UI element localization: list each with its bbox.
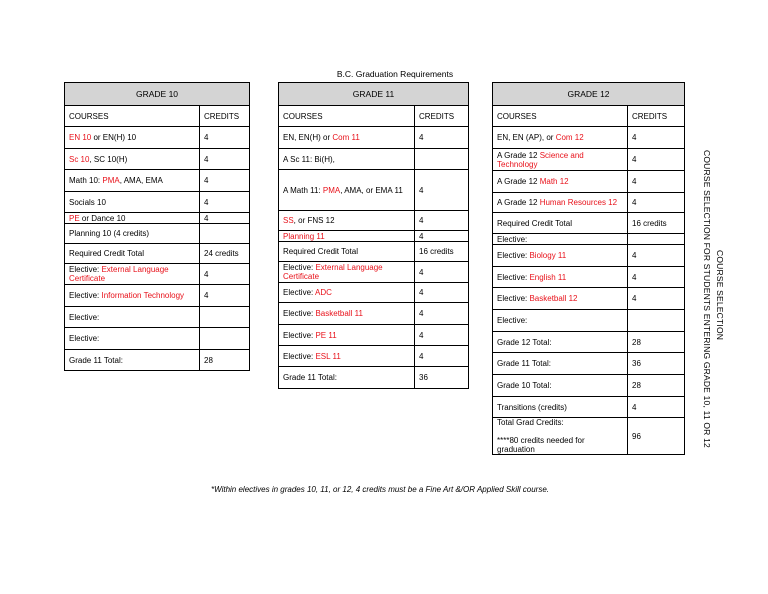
credits-cell	[628, 234, 685, 245]
table-row	[65, 264, 250, 285]
credits-cell: 24 credits	[200, 244, 250, 264]
course-text: Elective:	[283, 330, 316, 340]
course-text: Elective:	[497, 251, 530, 260]
course-cell	[493, 353, 628, 375]
course-text: EN 10	[69, 133, 92, 142]
credits-cell: 4	[415, 170, 469, 211]
credits-cell: 4	[415, 325, 469, 346]
course-text: PE 11	[315, 330, 337, 340]
course-text: Required Credit Total	[283, 247, 359, 256]
grade-10-table	[64, 82, 250, 371]
credits-cell: 4	[415, 346, 469, 367]
course-cell	[279, 367, 415, 389]
course-cell	[493, 418, 628, 455]
course-cell	[65, 170, 200, 192]
table-row	[493, 213, 685, 234]
credits-cell: 96	[628, 418, 685, 455]
course-cell	[279, 242, 415, 262]
course-text: or Dance 10	[79, 213, 126, 223]
table-row	[65, 213, 250, 224]
table-row	[65, 192, 250, 213]
credits-cell: 4	[415, 303, 469, 325]
course-text: , AMA, or EMA 11	[340, 185, 403, 195]
course-cell	[493, 234, 628, 245]
course-text: , AMA, EMA	[119, 176, 163, 185]
table-row	[65, 350, 250, 371]
course-text: Elective:	[283, 351, 316, 361]
course-text: ESL 11	[315, 351, 341, 361]
credits-cell: 28	[200, 350, 250, 371]
course-text: Planning 11	[283, 231, 325, 241]
credits-cell: 4	[415, 262, 469, 283]
course-text: Basketball 12	[529, 294, 578, 303]
course-cell	[493, 245, 628, 267]
table-row	[279, 242, 469, 262]
table-row	[493, 375, 685, 397]
course-text: Elective:	[283, 263, 316, 272]
credits-cell: 4	[200, 264, 250, 285]
course-text: Basketball 11	[315, 309, 363, 318]
credits-cell	[200, 224, 250, 244]
course-text: Math 10:	[69, 176, 103, 185]
course-text: Socials 10	[69, 197, 106, 207]
course-cell	[65, 192, 200, 213]
courses-column-header: COURSES	[65, 106, 200, 127]
table-row	[279, 262, 469, 283]
course-cell	[279, 303, 415, 325]
course-text: Com 11	[332, 133, 360, 142]
course-cell	[279, 170, 415, 211]
credits-cell: 4	[628, 193, 685, 213]
table-row	[493, 193, 685, 213]
course-text: ADC	[315, 288, 332, 297]
course-text: A Sc 11: Bi(H),	[283, 154, 335, 164]
table-row	[493, 149, 685, 171]
table-row	[65, 244, 250, 264]
course-text: Grade 12 Total:	[497, 337, 552, 347]
credits-cell: 16 credits	[415, 242, 469, 262]
table-row	[493, 288, 685, 310]
credits-cell: 36	[415, 367, 469, 389]
footnote: *Within electives in grades 10, 11, or 12, 4 credits must be a Fine Art &/OR Applied Skill course.	[210, 485, 549, 494]
course-cell	[65, 213, 200, 224]
table-row	[493, 418, 685, 455]
course-cell	[493, 397, 628, 418]
courses-column-header: COURSES	[493, 106, 628, 127]
course-text: A Math 11:	[283, 185, 323, 195]
course-text: Grade 11 Total:	[69, 355, 123, 365]
credits-cell: 16 credits	[628, 213, 685, 234]
credits-cell	[415, 149, 469, 170]
course-text: Sc 10	[69, 154, 90, 164]
course-text: Com 12	[555, 133, 584, 142]
course-text: A Grade 12	[497, 177, 540, 186]
course-cell	[65, 127, 200, 149]
course-text: ****80 credits needed for graduation	[497, 436, 585, 454]
credits-cell: 4	[628, 149, 685, 171]
table-row	[65, 224, 250, 244]
course-cell	[493, 193, 628, 213]
credits-cell: 28	[628, 375, 685, 397]
table-row	[279, 127, 469, 149]
table-row	[493, 267, 685, 288]
table-row	[279, 231, 469, 242]
course-cell	[493, 149, 628, 171]
credits-cell: 4	[200, 192, 250, 213]
table-row	[65, 127, 250, 149]
course-text: Human Resources 12	[539, 198, 618, 207]
course-text: EN, EN(H) or	[283, 133, 333, 142]
table-row	[493, 353, 685, 375]
course-text: Elective:	[69, 265, 102, 274]
course-cell	[279, 211, 415, 231]
course-text: Elective:	[69, 312, 100, 322]
course-text: English 11	[529, 272, 567, 282]
course-cell	[279, 231, 415, 242]
table-row	[279, 367, 469, 389]
credits-cell: 28	[628, 332, 685, 353]
table-row	[65, 285, 250, 307]
grade-header: GRADE 10	[65, 83, 250, 106]
course-text: Elective:	[497, 272, 530, 282]
course-cell	[493, 171, 628, 193]
course-cell	[493, 267, 628, 288]
page-title: B.C. Graduation Requirements	[336, 69, 454, 79]
course-text: Grade 11 Total:	[283, 373, 337, 382]
credits-cell: 4	[415, 283, 469, 303]
course-cell	[493, 375, 628, 397]
credits-column-header: CREDITS	[628, 106, 685, 127]
table-row	[279, 346, 469, 367]
course-text: Information Technology	[101, 291, 185, 300]
course-cell	[65, 264, 200, 285]
course-text: External Language Certificate	[283, 263, 383, 281]
table-row	[493, 245, 685, 267]
course-cell	[493, 310, 628, 332]
course-text: A Grade 12	[497, 150, 540, 160]
course-cell	[279, 283, 415, 303]
table-row	[493, 397, 685, 418]
course-text: Math 12	[539, 177, 569, 186]
course-text: EN, EN (AP), or	[497, 133, 556, 142]
credits-cell: 4	[415, 231, 469, 242]
course-cell	[493, 288, 628, 310]
grade-11-table	[278, 82, 469, 389]
course-cell	[279, 325, 415, 346]
course-cell	[279, 346, 415, 367]
course-text: External Language Certificate	[69, 265, 169, 283]
course-text: Elective:	[69, 334, 100, 343]
credits-cell: 4	[415, 211, 469, 231]
course-text: Total Grad Credits:	[497, 418, 564, 427]
course-cell	[65, 285, 200, 307]
course-text: PMA	[102, 176, 120, 185]
course-text: Elective:	[283, 309, 316, 318]
side-title-short: COURSE SELECTION	[715, 250, 725, 341]
course-text: PMA	[322, 185, 341, 195]
course-cell	[493, 127, 628, 149]
credits-cell: 4	[200, 170, 250, 192]
credits-cell: 4	[628, 288, 685, 310]
course-text: Biology 11	[529, 251, 567, 260]
course-text: Elective:	[497, 316, 528, 325]
table-row	[279, 170, 469, 211]
credits-cell: 4	[628, 245, 685, 267]
grade-header: GRADE 11	[279, 83, 469, 106]
course-text: or EN(H) 10	[91, 133, 137, 142]
credits-cell: 4	[628, 127, 685, 149]
course-cell	[279, 149, 415, 170]
course-cell	[65, 350, 200, 371]
side-title-long: COURSE SELECTION FOR STUDENTS ENTERING GRADE 10, 11 OR 12	[702, 150, 712, 448]
credits-cell	[200, 328, 250, 350]
credits-cell: 4	[200, 127, 250, 149]
course-text: , SC 10(H)	[89, 154, 128, 164]
table-row	[279, 325, 469, 346]
grade-header: GRADE 12	[493, 83, 685, 106]
course-cell	[279, 127, 415, 149]
grade-12-table	[492, 82, 685, 455]
table-row	[279, 211, 469, 231]
course-text: Required Credit Total	[497, 218, 573, 228]
credits-column-header: CREDITS	[415, 106, 469, 127]
course-text: Grade 11 Total:	[497, 359, 551, 368]
course-text: Elective:	[497, 234, 528, 244]
table-row	[65, 149, 250, 170]
table-row	[493, 332, 685, 353]
credits-cell: 4	[200, 285, 250, 307]
courses-column-header: COURSES	[279, 106, 415, 127]
credits-cell: 4	[415, 127, 469, 149]
credits-cell: 4	[628, 171, 685, 193]
credits-cell: 4	[628, 267, 685, 288]
course-text: Elective:	[69, 291, 102, 300]
course-text: Planning 10 (4 credits)	[69, 229, 150, 238]
course-text: , or FNS 12	[293, 216, 335, 225]
credits-cell	[200, 307, 250, 328]
course-text: PE	[69, 213, 80, 223]
course-text: Science and Technology	[497, 150, 584, 169]
course-text: A Grade 12	[497, 198, 540, 207]
credits-cell	[628, 310, 685, 332]
course-text: Grade 10 Total:	[497, 381, 552, 390]
table-row	[493, 127, 685, 149]
table-row	[279, 149, 469, 170]
table-row	[65, 307, 250, 328]
course-cell	[65, 328, 200, 350]
course-text: Elective:	[283, 288, 316, 297]
course-text: SS	[283, 216, 294, 225]
credits-cell: 4	[200, 149, 250, 170]
course-cell	[65, 307, 200, 328]
credits-cell: 4	[200, 213, 250, 224]
credits-cell: 4	[628, 397, 685, 418]
table-row	[493, 171, 685, 193]
course-text: Elective:	[497, 294, 530, 303]
course-cell	[493, 213, 628, 234]
course-cell	[65, 149, 200, 170]
table-row	[279, 283, 469, 303]
course-text: Transitions (credits)	[497, 402, 567, 412]
table-row	[65, 170, 250, 192]
table-row	[493, 234, 685, 245]
course-cell	[65, 244, 200, 264]
table-row	[493, 310, 685, 332]
credits-cell: 36	[628, 353, 685, 375]
course-cell	[65, 224, 200, 244]
credits-column-header: CREDITS	[200, 106, 250, 127]
course-cell	[493, 332, 628, 353]
table-row	[65, 328, 250, 350]
course-cell	[279, 262, 415, 283]
course-text: Required Credit Total	[69, 249, 145, 258]
table-row	[279, 303, 469, 325]
